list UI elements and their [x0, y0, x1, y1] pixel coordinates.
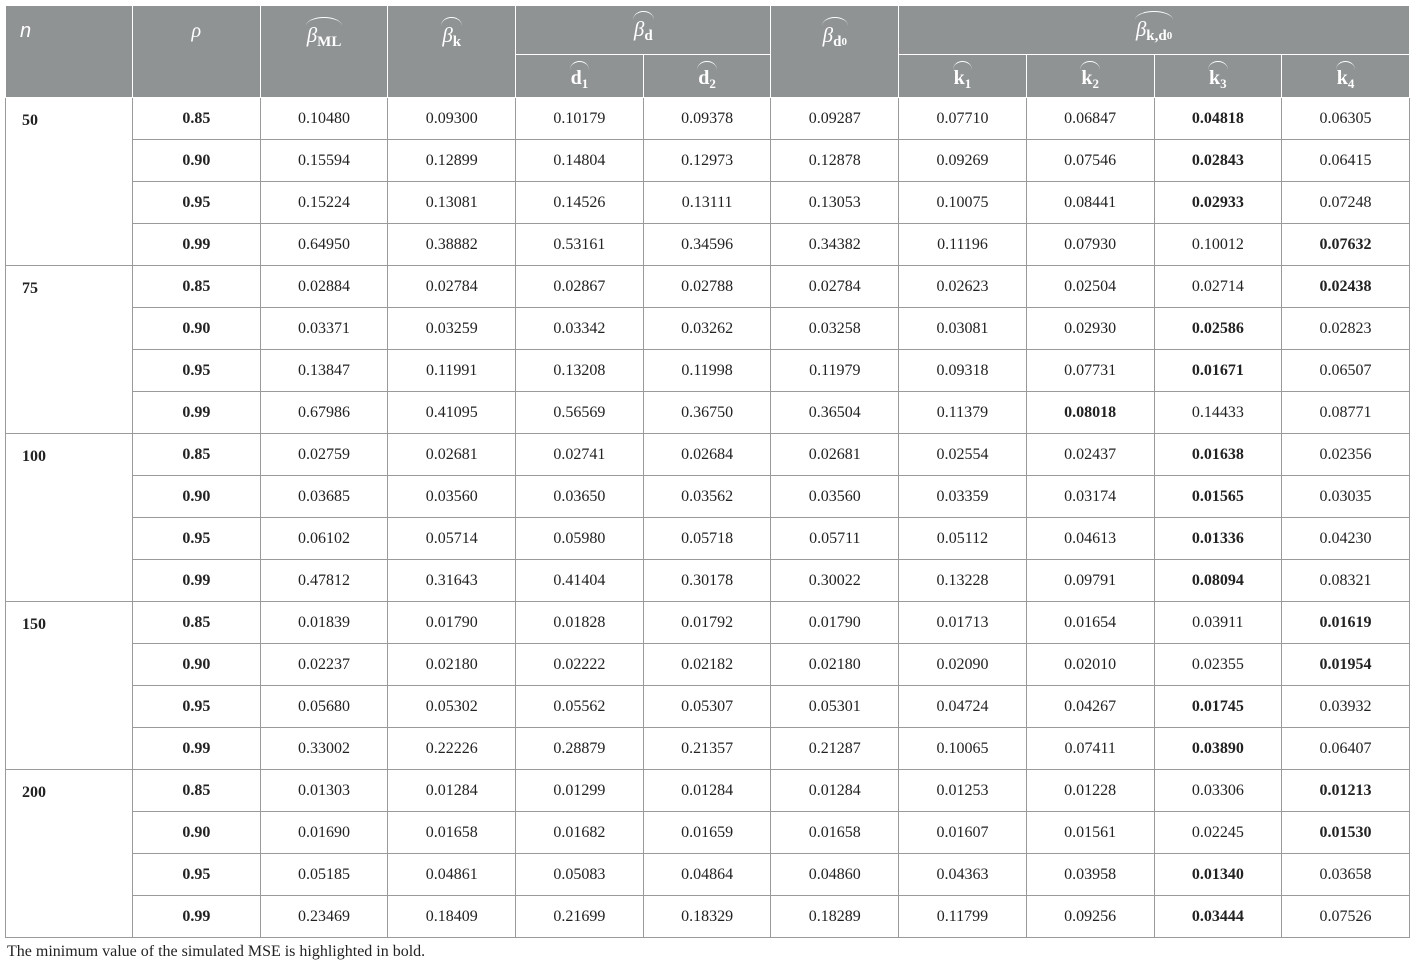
- cell-value: 0.11196: [899, 224, 1027, 266]
- cell-value: 0.09378: [643, 98, 771, 140]
- cell-value: 0.01659: [643, 812, 771, 854]
- cell-value: 0.07731: [1026, 350, 1154, 392]
- cell-value: 0.12899: [388, 140, 516, 182]
- cell-value: 0.08321: [1282, 560, 1410, 602]
- cell-value: 0.02623: [899, 266, 1027, 308]
- cell-value: 0.06102: [260, 518, 388, 560]
- cell-value: 0.03035: [1282, 476, 1410, 518]
- cell-value: 0.03258: [771, 308, 899, 350]
- cell-value: 0.01619: [1282, 602, 1410, 644]
- cell-value: 0.10075: [899, 182, 1027, 224]
- cell-value: 0.03658: [1282, 854, 1410, 896]
- cell-value: 0.01713: [899, 602, 1027, 644]
- cell-value: 0.02438: [1282, 266, 1410, 308]
- cell-value: 0.14526: [516, 182, 644, 224]
- cell-value: 0.02681: [771, 434, 899, 476]
- cell-value: 0.11979: [771, 350, 899, 392]
- cell-value: 0.07248: [1282, 182, 1410, 224]
- cell-value: 0.02884: [260, 266, 388, 308]
- cell-value: 0.02759: [260, 434, 388, 476]
- cell-rho: 0.90: [133, 476, 261, 518]
- cell-value: 0.64950: [260, 224, 388, 266]
- cell-value: 0.05083: [516, 854, 644, 896]
- header-beta-k: $\beta_k$: [388, 6, 516, 98]
- cell-rho: 0.90: [133, 812, 261, 854]
- cell-value: 0.05112: [899, 518, 1027, 560]
- cell-value: 0.01340: [1154, 854, 1282, 896]
- cell-value: 0.07632: [1282, 224, 1410, 266]
- cell-value: 0.13208: [516, 350, 644, 392]
- cell-value: 0.03911: [1154, 602, 1282, 644]
- cell-value: 0.11379: [899, 392, 1027, 434]
- cell-value: 0.05301: [771, 686, 899, 728]
- cell-value: 0.01299: [516, 770, 644, 812]
- cell-value: 0.31643: [388, 560, 516, 602]
- cell-value: 0.47812: [260, 560, 388, 602]
- cell-value: 0.01336: [1154, 518, 1282, 560]
- header-d1: $d_1$: [516, 55, 644, 98]
- cell-value: 0.23469: [260, 896, 388, 938]
- cell-value: 0.01565: [1154, 476, 1282, 518]
- cell-value: 0.01561: [1026, 812, 1154, 854]
- cell-rho: 0.85: [133, 266, 261, 308]
- cell-value: 0.01213: [1282, 770, 1410, 812]
- cell-rho: 0.95: [133, 854, 261, 896]
- cell-value: 0.53161: [516, 224, 644, 266]
- cell-value: 0.02222: [516, 644, 644, 686]
- cell-value: 0.04861: [388, 854, 516, 896]
- cell-value: 0.02245: [1154, 812, 1282, 854]
- cell-value: 0.01790: [388, 602, 516, 644]
- table-row: [6, 350, 1410, 392]
- cell-value: 0.11799: [899, 896, 1027, 938]
- cell-rho: 0.95: [133, 182, 261, 224]
- cell-n: 200: [6, 770, 133, 938]
- cell-value: 0.15594: [260, 140, 388, 182]
- cell-value: 0.01253: [899, 770, 1027, 812]
- cell-value: 0.03560: [771, 476, 899, 518]
- cell-value: 0.04613: [1026, 518, 1154, 560]
- cell-value: 0.01284: [771, 770, 899, 812]
- header-rho: ρ: [133, 6, 261, 98]
- cell-rho: 0.99: [133, 896, 261, 938]
- table-row: [6, 476, 1410, 518]
- cell-value: 0.07930: [1026, 224, 1154, 266]
- cell-value: 0.01690: [260, 812, 388, 854]
- cell-value: 0.06847: [1026, 98, 1154, 140]
- cell-value: 0.09256: [1026, 896, 1154, 938]
- cell-value: 0.21287: [771, 728, 899, 770]
- cell-value: 0.22226: [388, 728, 516, 770]
- cell-value: 0.01638: [1154, 434, 1282, 476]
- cell-value: 0.03685: [260, 476, 388, 518]
- cell-value: 0.04724: [899, 686, 1027, 728]
- cell-value: 0.03371: [260, 308, 388, 350]
- cell-value: 0.06305: [1282, 98, 1410, 140]
- cell-value: 0.34596: [643, 224, 771, 266]
- cell-value: 0.11998: [643, 350, 771, 392]
- cell-value: 0.05302: [388, 686, 516, 728]
- cell-value: 0.01607: [899, 812, 1027, 854]
- cell-value: 0.02554: [899, 434, 1027, 476]
- cell-n: 100: [6, 434, 133, 602]
- cell-rho: 0.85: [133, 770, 261, 812]
- table-row: [6, 308, 1410, 350]
- table-row: [6, 224, 1410, 266]
- table-row: [6, 182, 1410, 224]
- cell-value: 0.04864: [643, 854, 771, 896]
- table-row: [6, 518, 1410, 560]
- cell-value: 0.05711: [771, 518, 899, 560]
- cell-rho: 0.90: [133, 140, 261, 182]
- cell-rho: 0.95: [133, 350, 261, 392]
- cell-value: 0.01828: [516, 602, 644, 644]
- table-header: [6, 6, 1410, 98]
- header-beta-d0: $\beta_d0$: [771, 6, 899, 98]
- cell-n: 50: [6, 98, 133, 266]
- cell-value: 0.01658: [771, 812, 899, 854]
- cell-value: 0.08441: [1026, 182, 1154, 224]
- cell-value: 0.21699: [516, 896, 644, 938]
- cell-value: 0.04230: [1282, 518, 1410, 560]
- cell-value: 0.13847: [260, 350, 388, 392]
- cell-value: 0.13111: [643, 182, 771, 224]
- cell-value: 0.03560: [388, 476, 516, 518]
- cell-value: 0.15224: [260, 182, 388, 224]
- header-k4: $k_4$: [1282, 55, 1410, 98]
- cell-value: 0.41404: [516, 560, 644, 602]
- cell-rho: 0.99: [133, 392, 261, 434]
- cell-value: 0.56569: [516, 392, 644, 434]
- cell-value: 0.02182: [643, 644, 771, 686]
- cell-value: 0.67986: [260, 392, 388, 434]
- cell-value: 0.02784: [771, 266, 899, 308]
- cell-value: 0.30022: [771, 560, 899, 602]
- cell-value: 0.01790: [771, 602, 899, 644]
- cell-value: 0.02356: [1282, 434, 1410, 476]
- cell-value: 0.07546: [1026, 140, 1154, 182]
- cell-value: 0.03259: [388, 308, 516, 350]
- cell-value: 0.10065: [899, 728, 1027, 770]
- table-row: [6, 434, 1410, 476]
- cell-n: 75: [6, 266, 133, 434]
- cell-value: 0.06415: [1282, 140, 1410, 182]
- cell-value: 0.13228: [899, 560, 1027, 602]
- cell-n: 150: [6, 602, 133, 770]
- header-beta-ml: $\beta_{ML}$: [260, 6, 388, 98]
- table-footnote: The minimum value of the simulated MSE is highlighted in bold.: [7, 943, 426, 960]
- cell-value: 0.08771: [1282, 392, 1410, 434]
- cell-value: 0.30178: [643, 560, 771, 602]
- cell-value: 0.02180: [771, 644, 899, 686]
- cell-value: 0.02684: [643, 434, 771, 476]
- cell-value: 0.02823: [1282, 308, 1410, 350]
- cell-rho: 0.85: [133, 98, 261, 140]
- cell-value: 0.02180: [388, 644, 516, 686]
- table-row: [6, 602, 1410, 644]
- header-beta-kd0: $\beta_{k,d}0$: [899, 6, 1410, 55]
- cell-value: 0.28879: [516, 728, 644, 770]
- mse-table-container: [5, 5, 1409, 938]
- cell-value: 0.09300: [388, 98, 516, 140]
- cell-value: 0.02867: [516, 266, 644, 308]
- cell-value: 0.02237: [260, 644, 388, 686]
- cell-value: 0.18409: [388, 896, 516, 938]
- cell-value: 0.08018: [1026, 392, 1154, 434]
- cell-value: 0.01745: [1154, 686, 1282, 728]
- cell-rho: 0.85: [133, 434, 261, 476]
- cell-value: 0.02586: [1154, 308, 1282, 350]
- cell-value: 0.01682: [516, 812, 644, 854]
- header-n: n: [6, 6, 133, 98]
- cell-value: 0.03359: [899, 476, 1027, 518]
- cell-rho: 0.95: [133, 686, 261, 728]
- cell-value: 0.02010: [1026, 644, 1154, 686]
- cell-value: 0.01658: [388, 812, 516, 854]
- cell-value: 0.12973: [643, 140, 771, 182]
- table-row: [6, 812, 1410, 854]
- cell-value: 0.04363: [899, 854, 1027, 896]
- cell-value: 0.03081: [899, 308, 1027, 350]
- cell-value: 0.02355: [1154, 644, 1282, 686]
- cell-value: 0.01839: [260, 602, 388, 644]
- cell-value: 0.03562: [643, 476, 771, 518]
- cell-value: 0.03342: [516, 308, 644, 350]
- table-row: [6, 686, 1410, 728]
- cell-value: 0.03444: [1154, 896, 1282, 938]
- table-row: [6, 140, 1410, 182]
- cell-value: 0.02681: [388, 434, 516, 476]
- cell-rho: 0.90: [133, 308, 261, 350]
- cell-value: 0.02090: [899, 644, 1027, 686]
- cell-value: 0.07710: [899, 98, 1027, 140]
- cell-value: 0.07526: [1282, 896, 1410, 938]
- cell-rho: 0.99: [133, 224, 261, 266]
- table-row: [6, 98, 1410, 140]
- cell-value: 0.03262: [643, 308, 771, 350]
- cell-value: 0.05718: [643, 518, 771, 560]
- cell-value: 0.01284: [388, 770, 516, 812]
- cell-value: 0.02930: [1026, 308, 1154, 350]
- cell-value: 0.33002: [260, 728, 388, 770]
- cell-rho: 0.90: [133, 644, 261, 686]
- cell-value: 0.01228: [1026, 770, 1154, 812]
- table-body: [6, 98, 1410, 938]
- table-row: [6, 266, 1410, 308]
- cell-value: 0.02714: [1154, 266, 1282, 308]
- cell-value: 0.01954: [1282, 644, 1410, 686]
- cell-value: 0.05714: [388, 518, 516, 560]
- cell-value: 0.13081: [388, 182, 516, 224]
- cell-value: 0.04267: [1026, 686, 1154, 728]
- cell-value: 0.02933: [1154, 182, 1282, 224]
- cell-value: 0.01530: [1282, 812, 1410, 854]
- cell-value: 0.09791: [1026, 560, 1154, 602]
- cell-value: 0.34382: [771, 224, 899, 266]
- cell-value: 0.07411: [1026, 728, 1154, 770]
- cell-value: 0.18329: [643, 896, 771, 938]
- table-row: [6, 392, 1410, 434]
- cell-value: 0.36750: [643, 392, 771, 434]
- cell-value: 0.01284: [643, 770, 771, 812]
- cell-value: 0.01654: [1026, 602, 1154, 644]
- table-row: [6, 854, 1410, 896]
- cell-rho: 0.99: [133, 728, 261, 770]
- cell-value: 0.01671: [1154, 350, 1282, 392]
- cell-value: 0.09287: [771, 98, 899, 140]
- cell-value: 0.03174: [1026, 476, 1154, 518]
- cell-value: 0.02741: [516, 434, 644, 476]
- cell-value: 0.09318: [899, 350, 1027, 392]
- cell-value: 0.06507: [1282, 350, 1410, 392]
- cell-value: 0.10012: [1154, 224, 1282, 266]
- cell-value: 0.02784: [388, 266, 516, 308]
- cell-value: 0.06407: [1282, 728, 1410, 770]
- cell-rho: 0.99: [133, 560, 261, 602]
- cell-value: 0.18289: [771, 896, 899, 938]
- cell-value: 0.11991: [388, 350, 516, 392]
- header-k1: $k_1$: [899, 55, 1027, 98]
- cell-value: 0.10480: [260, 98, 388, 140]
- cell-value: 0.03958: [1026, 854, 1154, 896]
- cell-value: 0.08094: [1154, 560, 1282, 602]
- cell-value: 0.05185: [260, 854, 388, 896]
- header-k2: $k_2$: [1026, 55, 1154, 98]
- cell-value: 0.03650: [516, 476, 644, 518]
- header-k3: $k_3$: [1154, 55, 1282, 98]
- cell-value: 0.05980: [516, 518, 644, 560]
- cell-value: 0.02843: [1154, 140, 1282, 182]
- cell-value: 0.03932: [1282, 686, 1410, 728]
- cell-value: 0.02504: [1026, 266, 1154, 308]
- cell-value: 0.36504: [771, 392, 899, 434]
- cell-value: 0.05562: [516, 686, 644, 728]
- cell-value: 0.05680: [260, 686, 388, 728]
- cell-value: 0.09269: [899, 140, 1027, 182]
- cell-rho: 0.95: [133, 518, 261, 560]
- cell-value: 0.13053: [771, 182, 899, 224]
- cell-value: 0.14433: [1154, 392, 1282, 434]
- cell-value: 0.01303: [260, 770, 388, 812]
- table-row: [6, 770, 1410, 812]
- table-row: [6, 644, 1410, 686]
- table-row: [6, 728, 1410, 770]
- cell-value: 0.02437: [1026, 434, 1154, 476]
- table-row: [6, 560, 1410, 602]
- cell-value: 0.04860: [771, 854, 899, 896]
- cell-value: 0.03890: [1154, 728, 1282, 770]
- cell-value: 0.01792: [643, 602, 771, 644]
- cell-value: 0.05307: [643, 686, 771, 728]
- cell-value: 0.14804: [516, 140, 644, 182]
- cell-value: 0.02788: [643, 266, 771, 308]
- cell-value: 0.03306: [1154, 770, 1282, 812]
- cell-rho: 0.85: [133, 602, 261, 644]
- mse-table: [5, 5, 1410, 938]
- header-d2: $d_2$: [643, 55, 771, 98]
- cell-value: 0.21357: [643, 728, 771, 770]
- cell-value: 0.10179: [516, 98, 644, 140]
- cell-value: 0.38882: [388, 224, 516, 266]
- header-beta-d: $\beta_d$: [516, 6, 771, 55]
- cell-value: 0.04818: [1154, 98, 1282, 140]
- cell-value: 0.12878: [771, 140, 899, 182]
- cell-value: 0.41095: [388, 392, 516, 434]
- table-row: [6, 896, 1410, 938]
